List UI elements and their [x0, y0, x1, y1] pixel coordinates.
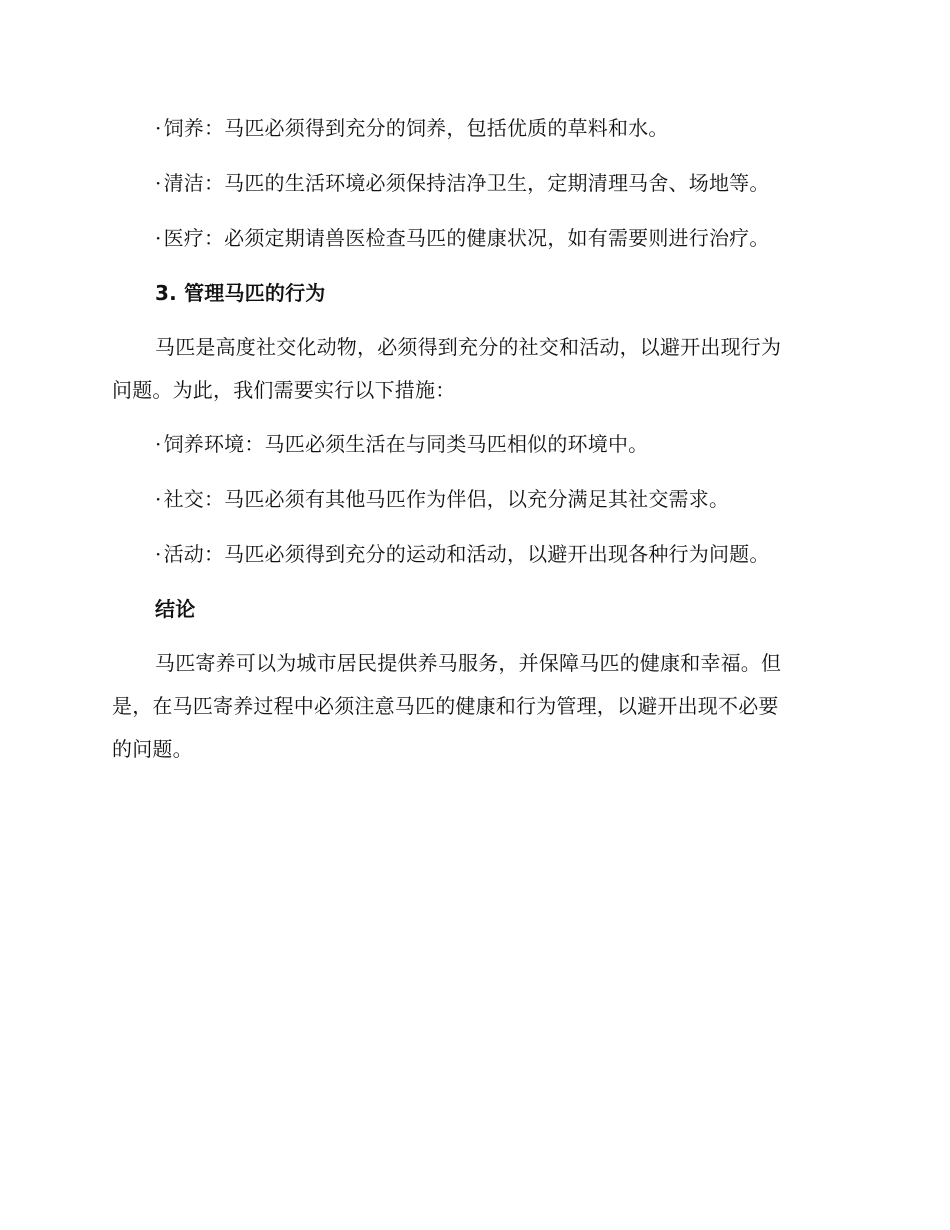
bullet-cleaning	[155, 171, 770, 195]
bullet-text: 清洁：马匹的生活环境必须保持洁净卫生，定期清理马舍、场地等。	[163, 171, 770, 195]
conclusion-paragraph-line-3: 的问题。	[112, 737, 193, 761]
bullet-text: 饲养环境：马匹必须生活在与同类马匹相似的环境中。	[163, 432, 649, 456]
behavior-paragraph-line-2: 问题。为此，我们需要实行以下措施：	[112, 378, 456, 402]
section-heading-behavior: 3. 管理马匹的行为	[155, 281, 326, 305]
bullet-dot: ·	[155, 226, 162, 250]
bullet-text: 活动：马匹必须得到充分的运动和活动，以避开出现各种行为问题。	[163, 542, 770, 566]
bullet-dot: ·	[155, 432, 162, 456]
bullet-text: 社交：马匹必须有其他马匹作为伴侣，以充分满足其社交需求。	[163, 487, 730, 511]
bullet-feeding	[155, 116, 669, 140]
bullet-environment	[155, 432, 648, 456]
bullet-dot: ·	[155, 116, 162, 140]
bullet-dot: ·	[155, 487, 162, 511]
bullet-medical	[155, 226, 770, 250]
bullet-social	[155, 487, 729, 511]
conclusion-paragraph-line-1: 马匹寄养可以为城市居民提供养马服务，并保障马匹的健康和幸福。但	[155, 651, 782, 675]
bullet-dot: ·	[155, 171, 162, 195]
bullet-activity	[155, 542, 770, 566]
bullet-text: 医疗：必须定期请兽医检查马匹的健康状况，如有需要则进行治疗。	[163, 226, 770, 250]
bullet-dot: ·	[155, 542, 162, 566]
conclusion-paragraph-line-2: 是，在马匹寄养过程中必须注意马匹的健康和行为管理，以避开出现不必要	[112, 694, 779, 718]
bullet-text: 饲养：马匹必须得到充分的饲养，包括优质的草料和水。	[163, 116, 669, 140]
section-heading-conclusion: 结论	[155, 597, 196, 621]
behavior-paragraph-line-1: 马匹是高度社交化动物，必须得到充分的社交和活动，以避开出现行为	[155, 335, 782, 359]
